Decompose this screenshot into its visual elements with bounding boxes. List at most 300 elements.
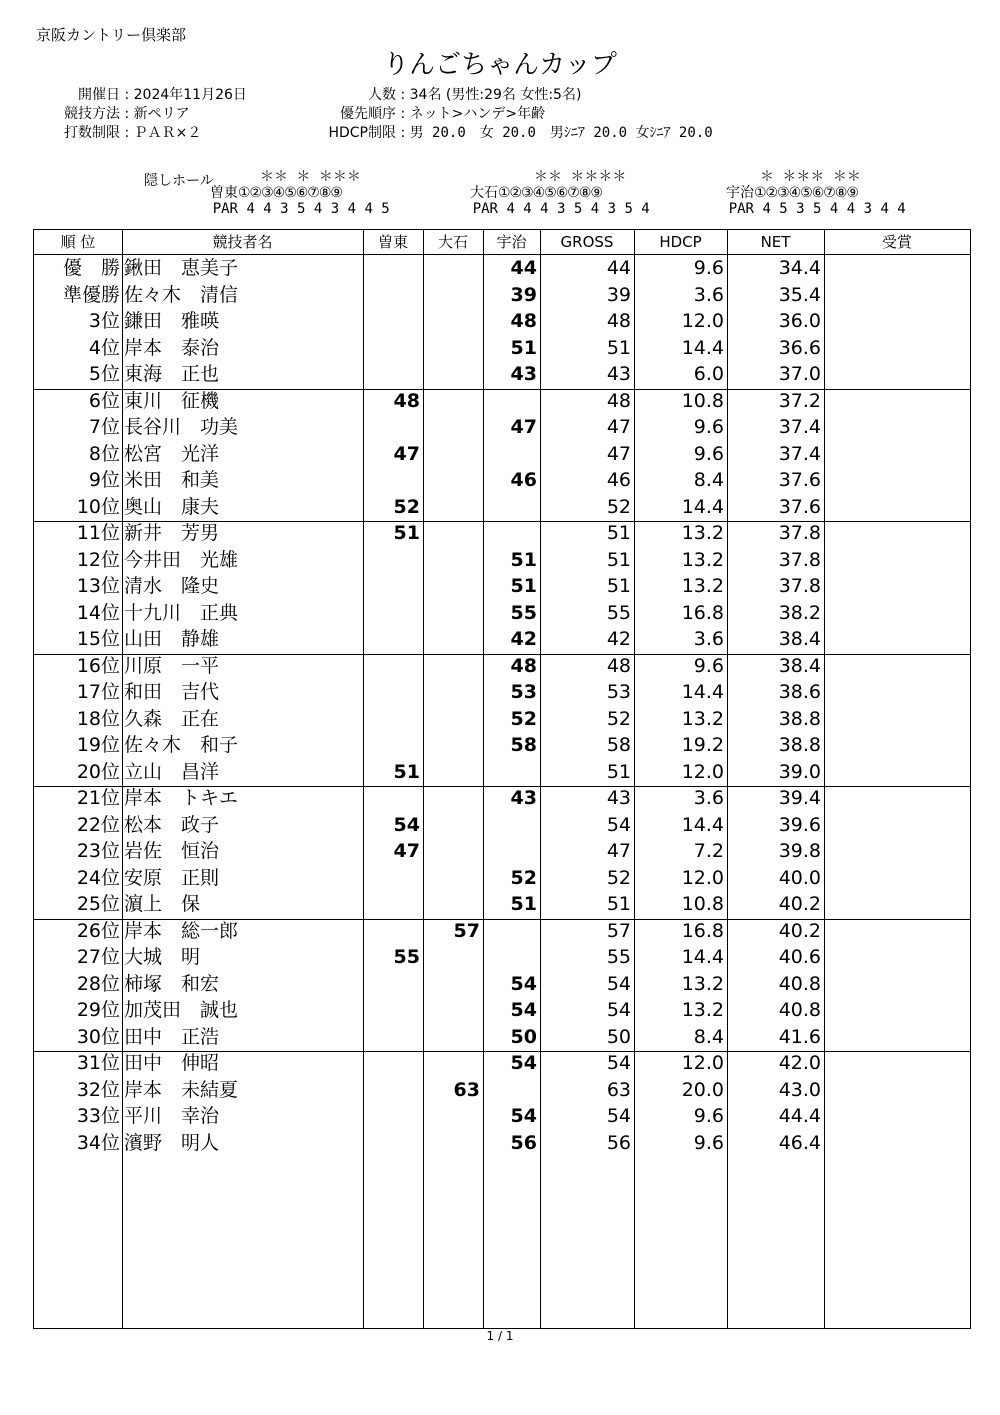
table-row: [34, 838, 970, 865]
cell-player-name: 新井 芳男: [124, 522, 220, 544]
hidden-stars: ＊＊ ＊ ＊＊＊: [260, 169, 361, 185]
cell-uji: [483, 759, 537, 786]
cell-award: [828, 308, 968, 335]
par-values: 4 4 3 5 4 3 4 4 5: [246, 201, 390, 217]
cell-hdcp: 8.4: [693, 1025, 724, 1048]
cell-hdcp: 13.2: [681, 522, 724, 544]
cell-rank: 3位: [88, 310, 120, 332]
cell-award: [828, 282, 968, 309]
cell-award: [828, 971, 968, 998]
cell-net: 39.0: [778, 760, 821, 783]
cell-sotou: [363, 653, 420, 680]
cell-net: 40.0: [778, 866, 821, 889]
cell-net: 40.6: [778, 946, 821, 968]
cell-player-name: 立山 昌洋: [124, 760, 220, 783]
cell-hdcp: 9.6: [693, 1131, 724, 1154]
cell-hdcp: 9.6: [693, 1105, 724, 1127]
cell-hdcp: 10.8: [681, 389, 724, 412]
cell-sotou: [363, 626, 420, 653]
cell-rank: 29位: [76, 999, 120, 1021]
col-rank-header: 順 位: [60, 233, 96, 251]
cell-hdcp: 14.4: [681, 336, 724, 359]
cell-net: 39.8: [778, 840, 821, 862]
cell-net: 37.4: [778, 442, 821, 465]
cell-sotou: 51: [393, 522, 420, 544]
cell-rank: 11位: [76, 522, 120, 544]
cell-hdcp: 20.0: [681, 1078, 724, 1101]
cell-oishi: [423, 812, 480, 839]
table-row: [34, 653, 970, 680]
cell-player-name: 濵上 保: [124, 893, 201, 915]
cell-hdcp: 13.2: [681, 972, 724, 995]
cell-hdcp: 6.0: [693, 363, 724, 385]
cell-player-name: 平川 幸治: [124, 1105, 220, 1127]
cell-player-name: 東海 正也: [124, 363, 220, 385]
cell-oishi: [423, 441, 480, 468]
cell-award: [828, 494, 968, 521]
cell-gross: 48: [606, 389, 631, 412]
table-row: [34, 414, 970, 441]
cell-uji: [483, 520, 537, 547]
info-method: 競技方法 : 新ペリア: [46, 105, 247, 124]
cell-sotou: [363, 785, 420, 812]
cell-award: [828, 600, 968, 627]
cell-player-name: 長谷川 功美: [124, 416, 239, 438]
cell-award: [828, 944, 968, 971]
table-row: [34, 732, 970, 759]
cell-uji: [483, 494, 537, 521]
cell-oishi: [423, 573, 480, 600]
cell-award: [828, 414, 968, 441]
cell-net: 37.8: [778, 575, 821, 597]
cell-oishi: [423, 520, 480, 547]
hidden-holes-label: 隠しホール: [144, 173, 214, 189]
cell-net: 36.0: [778, 310, 821, 332]
cell-hdcp: 9.6: [693, 257, 724, 279]
cell-uji: 46: [510, 469, 537, 491]
cell-rank: 27位: [76, 946, 120, 968]
cell-uji: 44: [510, 257, 537, 279]
cell-gross: 46: [606, 469, 631, 491]
cell-rank: 23位: [76, 840, 120, 862]
cell-sotou: [363, 335, 420, 362]
cell-hdcp: 14.4: [681, 813, 724, 836]
cell-player-name: 米田 和美: [124, 469, 220, 491]
cell-gross: 51: [606, 575, 631, 597]
info-value: ＰＡＲ×２: [133, 125, 202, 141]
cell-uji: 51: [510, 336, 537, 359]
cell-rank: 16位: [76, 654, 120, 677]
cell-uji: 55: [510, 601, 537, 624]
cell-player-name: 岸本 泰治: [124, 336, 220, 359]
cell-hdcp: 13.2: [681, 707, 724, 730]
cell-gross: 55: [606, 946, 631, 968]
table-row: [34, 1050, 970, 1077]
cell-sotou: [363, 1024, 420, 1051]
cell-sotou: 47: [393, 442, 420, 465]
cell-rank: 30位: [76, 1025, 120, 1048]
cell-uji: 51: [510, 548, 537, 571]
cell-player-name: 田中 伸昭: [124, 1052, 220, 1074]
cell-rank: 優 勝: [62, 257, 120, 279]
cell-net: 37.8: [778, 522, 821, 544]
cell-player-name: 清水 隆史: [124, 575, 220, 597]
cell-uji: 47: [510, 416, 537, 438]
cell-award: [828, 361, 968, 388]
cell-uji: 39: [510, 283, 537, 306]
info-priority: 優先順序 : ネット>ハンデ>年齢: [306, 105, 713, 124]
cell-rank: 24位: [76, 866, 120, 889]
course-name: 宇治: [726, 185, 754, 201]
cell-oishi: [423, 706, 480, 733]
cell-player-name: 佐々木 清信: [124, 283, 239, 306]
cell-net: 36.6: [778, 336, 821, 359]
cell-player-name: 濱野 明人: [124, 1131, 220, 1154]
cell-player-name: 佐々木 和子: [124, 734, 239, 756]
info-value: 新ペリア: [133, 106, 190, 122]
cell-hdcp: 8.4: [693, 469, 724, 491]
cell-award: [828, 1024, 968, 1051]
cell-hdcp: 3.6: [693, 628, 724, 650]
cell-sotou: [363, 308, 420, 335]
cell-sotou: 48: [393, 389, 420, 412]
cell-rank: 19位: [76, 734, 120, 756]
cell-award: [828, 838, 968, 865]
cell-gross: 51: [606, 893, 631, 915]
cell-net: 38.8: [778, 707, 821, 730]
cell-uji: 54: [510, 999, 537, 1021]
cell-oishi: [423, 997, 480, 1024]
cell-uji: [483, 918, 537, 945]
table-row: [34, 361, 970, 388]
cell-award: [828, 891, 968, 918]
cell-sotou: [363, 600, 420, 627]
cell-net: 41.6: [778, 1025, 821, 1048]
table-row: [34, 812, 970, 839]
table-row: [34, 520, 970, 547]
cell-player-name: 鍬田 恵美子: [124, 257, 239, 279]
cell-hdcp: 14.4: [681, 495, 724, 518]
cell-gross: 52: [606, 707, 631, 730]
cell-award: [828, 388, 968, 415]
cell-hdcp: 9.6: [693, 416, 724, 438]
cell-net: 37.6: [778, 495, 821, 518]
cell-sotou: 51: [393, 760, 420, 783]
par-label: PAR: [212, 201, 238, 217]
cell-award: [828, 679, 968, 706]
cell-gross: 47: [606, 416, 631, 438]
cell-hdcp: 19.2: [681, 734, 724, 756]
info-label: 優先順序: [340, 106, 396, 122]
table-header: [34, 230, 970, 255]
cell-rank: 32位: [76, 1078, 120, 1101]
cell-uji: 56: [510, 1131, 537, 1154]
cell-sotou: [363, 1130, 420, 1157]
course-block-sotou: [196, 170, 390, 218]
cell-oishi: [423, 1024, 480, 1051]
cell-sotou: [363, 1103, 420, 1130]
cell-sotou: [363, 732, 420, 759]
cell-gross: 51: [606, 336, 631, 359]
col-gross-header: GROSS: [560, 233, 614, 251]
cell-uji: 48: [510, 310, 537, 332]
cell-oishi: [423, 494, 480, 521]
info-players: 人数 : 34名 (男性:29名 女性:5名): [306, 86, 713, 105]
cell-net: 40.2: [778, 919, 821, 942]
cell-player-name: 奥山 康夫: [124, 495, 220, 518]
cell-award: [828, 1050, 968, 1077]
cell-player-name: 東川 征機: [124, 389, 220, 412]
cell-oishi: [423, 679, 480, 706]
cell-oishi: [423, 732, 480, 759]
table-row: [34, 335, 970, 362]
cell-player-name: 鎌田 雅暎: [124, 310, 220, 332]
table-row: [34, 971, 970, 998]
cell-uji: [483, 838, 537, 865]
results-table: [33, 229, 971, 1329]
cell-net: 40.8: [778, 972, 821, 995]
cell-award: [828, 706, 968, 733]
cell-uji: 42: [510, 628, 537, 650]
hole-numbers: ①②③④⑤⑥⑦⑧⑨: [498, 185, 602, 201]
table-row: [34, 759, 970, 786]
cell-player-name: 十九川 正典: [124, 601, 239, 624]
cell-gross: 47: [606, 840, 631, 862]
cell-gross: 54: [606, 1105, 631, 1127]
cell-hdcp: 12.0: [681, 310, 724, 332]
cell-uji: 54: [510, 1105, 537, 1127]
cell-hdcp: 9.6: [693, 654, 724, 677]
table-row: [34, 785, 970, 812]
cell-net: 38.4: [778, 628, 821, 650]
cell-award: [828, 732, 968, 759]
info-value: 男 20.0 女 20.0 男ｼﾆｱ 20.0 女ｼﾆｱ 20.0: [409, 125, 713, 141]
cell-award: [828, 1103, 968, 1130]
course-block-oishi: [452, 170, 650, 218]
cell-uji: 58: [510, 734, 537, 756]
cell-player-name: 岸本 トキエ: [124, 787, 239, 809]
cell-rank: 4位: [88, 336, 120, 359]
cell-hdcp: 13.2: [681, 999, 724, 1021]
cell-net: 34.4: [778, 257, 821, 279]
course-par: [196, 202, 390, 218]
cell-uji: [483, 388, 537, 415]
cell-hdcp: 13.2: [681, 575, 724, 597]
cell-award: [828, 255, 968, 282]
cell-hdcp: 9.6: [693, 442, 724, 465]
cell-award: [828, 441, 968, 468]
cell-hdcp: 7.2: [693, 840, 724, 862]
cell-rank: 7位: [88, 416, 120, 438]
cell-rank: 26位: [76, 919, 120, 942]
club-name: 京阪カントリー倶楽部: [36, 26, 187, 44]
cell-player-name: 加茂田 誠也: [124, 999, 239, 1021]
cell-uji: [483, 944, 537, 971]
cell-sotou: [363, 1050, 420, 1077]
cell-gross: 51: [606, 548, 631, 571]
cell-uji: 43: [510, 787, 537, 809]
info-left: [46, 86, 247, 143]
col-oishi-header: 大石: [437, 233, 468, 251]
table-row: [34, 547, 970, 574]
info-date: 開催日 : 2024年11月26日: [46, 86, 247, 105]
info-value: 2024年11月26日: [133, 87, 247, 103]
cell-award: [828, 335, 968, 362]
hole-numbers: ①②③④⑤⑥⑦⑧⑨: [238, 185, 342, 201]
cell-net: 35.4: [778, 283, 821, 306]
cell-net: 38.4: [778, 654, 821, 677]
cell-award: [828, 1130, 968, 1157]
cell-net: 37.0: [778, 363, 821, 385]
cell-sotou: [363, 706, 420, 733]
table-row: [34, 494, 970, 521]
table-row: [34, 441, 970, 468]
cell-net: 37.6: [778, 469, 821, 491]
cell-oishi: [423, 971, 480, 998]
cell-award: [828, 785, 968, 812]
cell-rank: 10位: [76, 495, 120, 518]
cell-hdcp: 3.6: [693, 787, 724, 809]
cell-oishi: [423, 388, 480, 415]
cell-award: [828, 759, 968, 786]
cell-oishi: [423, 1103, 480, 1130]
table-row: [34, 865, 970, 892]
info-limit: 打数制限 : ＰＡＲ×２: [46, 124, 247, 143]
cell-player-name: 田中 正浩: [124, 1025, 220, 1048]
cell-oishi: 57: [453, 919, 480, 942]
cell-rank: 12位: [76, 548, 120, 571]
info-label: 競技方法: [64, 106, 120, 122]
table-row: [34, 467, 970, 494]
cell-uji: [483, 441, 537, 468]
cell-gross: 55: [606, 601, 631, 624]
cell-rank: 34位: [76, 1131, 120, 1154]
par-label: PAR: [728, 201, 754, 217]
cell-player-name: 岩佐 恒治: [124, 840, 220, 862]
cell-sotou: [363, 891, 420, 918]
cell-oishi: [423, 785, 480, 812]
cell-oishi: [423, 361, 480, 388]
table-row: [34, 600, 970, 627]
cell-player-name: 安原 正則: [124, 866, 220, 889]
cell-gross: 63: [606, 1078, 631, 1101]
cell-uji: 48: [510, 654, 537, 677]
table-row: [34, 255, 970, 282]
table-row: [34, 388, 970, 415]
table-row: [34, 308, 970, 335]
course-holes: [708, 186, 906, 202]
cell-gross: 51: [606, 760, 631, 783]
cell-award: [828, 865, 968, 892]
cell-oishi: [423, 759, 480, 786]
info-value: 34名 (男性:29名 女性:5名): [409, 87, 582, 103]
cell-rank: 18位: [76, 707, 120, 730]
cell-gross: 43: [606, 787, 631, 809]
cell-rank: 31位: [76, 1052, 120, 1074]
cell-net: 37.8: [778, 548, 821, 571]
cell-hdcp: 16.8: [681, 919, 724, 942]
cell-player-name: 和田 吉代: [124, 681, 220, 703]
cell-award: [828, 573, 968, 600]
cell-sotou: 54: [393, 813, 420, 836]
cell-rank: 33位: [76, 1105, 120, 1127]
col-hdcp-header: HDCP: [659, 233, 702, 251]
cell-gross: 48: [606, 654, 631, 677]
cell-gross: 43: [606, 363, 631, 385]
hidden-stars: ＊＊ ＊＊＊＊: [534, 169, 627, 185]
cell-award: [828, 653, 968, 680]
cell-hdcp: 13.2: [681, 548, 724, 571]
hole-numbers: ①②③④⑤⑥⑦⑧⑨: [754, 185, 858, 201]
cell-hdcp: 12.0: [681, 760, 724, 783]
cell-gross: 54: [606, 999, 631, 1021]
course-name: 曽東: [210, 185, 238, 201]
cell-sotou: [363, 547, 420, 574]
cell-player-name: 岸本 総一郎: [124, 919, 239, 942]
cell-player-name: 川原 一平: [124, 654, 220, 677]
cell-hdcp: 3.6: [693, 283, 724, 306]
course-block-uji: [708, 170, 906, 218]
cell-rank: 13位: [76, 575, 120, 597]
table-row: [34, 944, 970, 971]
table-row: [34, 282, 970, 309]
cell-oishi: [423, 944, 480, 971]
cell-sotou: [363, 573, 420, 600]
course-holes: [452, 186, 650, 202]
cell-sotou: [363, 414, 420, 441]
cell-gross: 53: [606, 681, 631, 703]
cell-award: [828, 918, 968, 945]
cell-gross: 54: [606, 972, 631, 995]
cell-award: [828, 467, 968, 494]
cell-award: [828, 520, 968, 547]
cell-oishi: [423, 282, 480, 309]
cell-oishi: [423, 547, 480, 574]
cell-hdcp: 10.8: [681, 893, 724, 915]
cell-oishi: [423, 653, 480, 680]
cell-award: [828, 1077, 968, 1104]
cell-player-name: 柿塚 和宏: [124, 972, 220, 995]
cell-player-name: 山田 静雄: [124, 628, 220, 650]
cell-uji: 50: [510, 1025, 537, 1048]
table-row: [34, 573, 970, 600]
cell-oishi: [423, 414, 480, 441]
cell-gross: 54: [606, 1052, 631, 1074]
info-label: 打数制限: [64, 125, 120, 141]
cell-rank: 準優勝: [62, 283, 120, 306]
info-right: [306, 86, 713, 143]
col-sotou-header: 曽東: [377, 233, 408, 251]
cell-gross: 56: [606, 1131, 631, 1154]
cell-uji: 43: [510, 363, 537, 385]
cell-player-name: 岸本 未結夏: [124, 1078, 239, 1101]
cell-sotou: [363, 971, 420, 998]
cell-uji: 51: [510, 575, 537, 597]
cell-hdcp: 12.0: [681, 1052, 724, 1074]
table-row: [34, 1103, 970, 1130]
cell-sotou: [363, 1077, 420, 1104]
cell-rank: 17位: [76, 681, 120, 703]
table-row: [34, 706, 970, 733]
cell-hdcp: 14.4: [681, 681, 724, 703]
cell-player-name: 久森 正在: [124, 707, 220, 730]
cell-net: 44.4: [778, 1105, 821, 1127]
cell-oishi: [423, 600, 480, 627]
col-net-header: NET: [760, 233, 791, 251]
cell-oishi: [423, 1050, 480, 1077]
cell-gross: 54: [606, 813, 631, 836]
cell-net: 40.2: [778, 893, 821, 915]
